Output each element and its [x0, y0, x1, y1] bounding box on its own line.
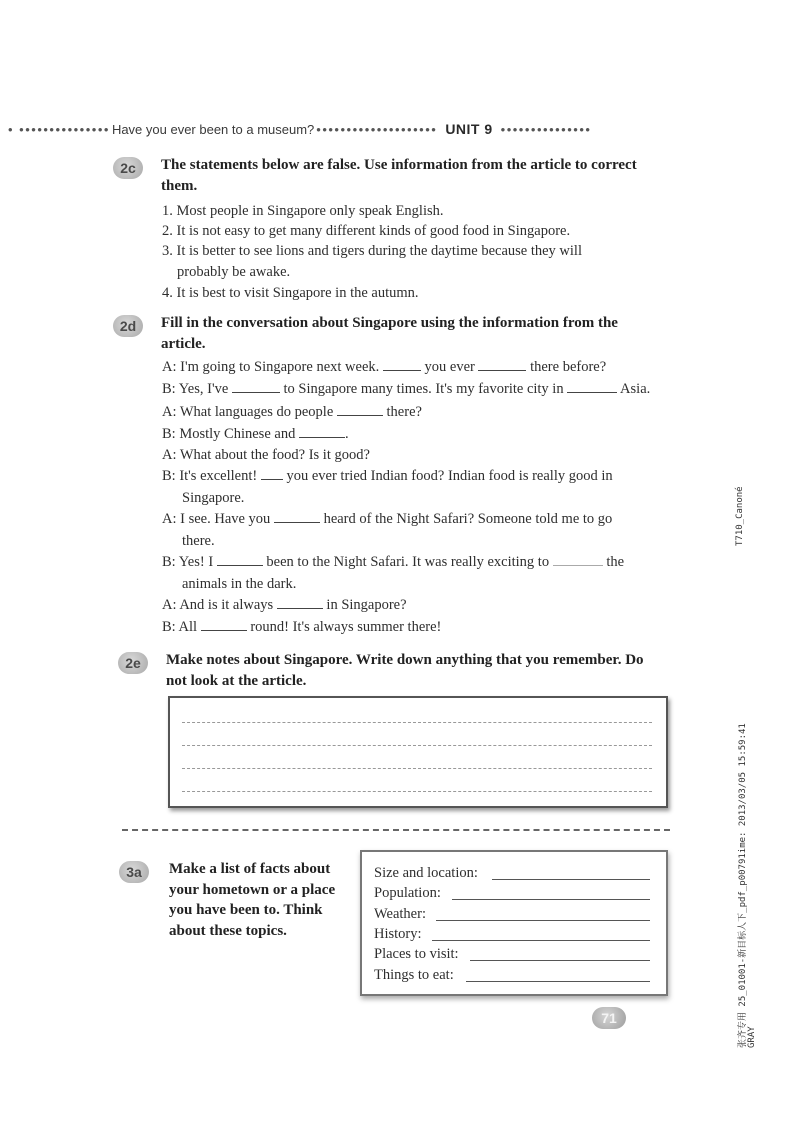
blank-field[interactable] — [217, 552, 263, 566]
scanner-stamp-top: T710_Canoné — [735, 486, 745, 546]
statement-4: 4. It is best to visit Singapore in the autumn. — [162, 285, 419, 301]
statement-2: 2. It is not easy to get many different kinds of good food in Singapore. — [162, 223, 571, 239]
note-line[interactable] — [182, 791, 652, 792]
topic-population-field[interactable] — [452, 886, 650, 900]
instruction-2c: The statements below are false. Use information from the article to correct them. — [161, 157, 637, 194]
topic-size-location-field[interactable] — [492, 866, 650, 880]
badge-2d: 2d — [113, 315, 143, 337]
conversation-line: B: All round! It's always summer there! — [162, 619, 442, 635]
blank-field[interactable] — [299, 424, 345, 438]
notes-box[interactable] — [168, 696, 668, 808]
blank-field[interactable] — [277, 595, 323, 609]
badge-2c: 2c — [113, 157, 143, 179]
topic-places-field[interactable] — [470, 947, 650, 961]
topic-things-to-eat-field[interactable] — [466, 968, 650, 982]
blank-field[interactable] — [553, 552, 603, 566]
blank-field[interactable] — [261, 466, 283, 480]
statement-3-cont: probably be awake. — [177, 264, 291, 280]
conversation-line: Singapore. — [182, 490, 245, 506]
lesson-title: Have you ever been to a museum? — [111, 121, 315, 137]
header-dots-right: ••••••••••••••• — [500, 121, 592, 137]
conversation-line: A: What about the food? Is it good? — [162, 447, 370, 463]
conversation-line: B: It's excellent! you ever tried Indian food? Indian food is really good in — [162, 468, 613, 484]
badge-3a: 3a — [119, 861, 149, 883]
topic-history-field[interactable] — [432, 927, 650, 941]
topic-history: History: — [374, 926, 422, 942]
page-header — [8, 119, 748, 139]
instruction-2e: Make notes about Singapore. Write down anything that you remember. Do not look at the article. — [166, 652, 644, 689]
topic-places: Places to visit: — [374, 946, 459, 962]
page-number: 71 — [592, 1007, 626, 1029]
badge-2e: 2e — [118, 652, 148, 674]
note-line[interactable] — [182, 745, 652, 746]
blank-field[interactable] — [383, 357, 421, 371]
conversation-line: B: Yes, I've to Singapore many times. It's my favorite city in Asia. — [162, 381, 651, 397]
note-line[interactable] — [182, 768, 652, 769]
topic-weather: Weather: — [374, 906, 426, 922]
conversation-line: A: And is it always in Singapore? — [162, 597, 407, 613]
scanner-stamp-bottom: 张齐专用 25_01001-新目标人下_pdf_p00791ime: 2013/03/05 15:59:41 — [738, 723, 748, 1048]
topic-things-to-eat: Things to eat: — [374, 967, 454, 983]
instruction-3a: Make a list of facts about your hometown or a place you have been to. Think about these topics. — [169, 861, 336, 939]
blank-field[interactable] — [567, 379, 617, 393]
conversation-line: animals in the dark. — [182, 576, 297, 592]
topic-population: Population: — [374, 885, 441, 901]
note-line[interactable] — [182, 722, 652, 723]
section-divider — [122, 829, 670, 831]
statement-1: 1. Most people in Singapore only speak English. — [162, 203, 444, 219]
blank-field[interactable] — [201, 617, 247, 631]
conversation-line: A: I'm going to Singapore next week. you ever there before? — [162, 359, 607, 375]
conversation-line: B: Mostly Chinese and . — [162, 426, 349, 442]
scanner-stamp-gray: GRAY — [747, 1026, 757, 1048]
header-dots-left: • ••••••••••••••• — [8, 121, 110, 137]
header-dots-mid: •••••••••••••••••••• — [316, 121, 438, 137]
topic-weather-field[interactable] — [436, 907, 650, 921]
conversation-line: B: Yes! I been to the Night Safari. It was really exciting to the — [162, 554, 625, 570]
blank-field[interactable] — [232, 379, 280, 393]
instruction-2d: Fill in the conversation about Singapore using the information from the article. — [161, 315, 618, 352]
topic-size-location: Size and location: — [374, 865, 478, 881]
facts-box — [360, 850, 668, 996]
conversation-line: there. — [182, 533, 215, 549]
unit-label: UNIT 9 — [445, 121, 493, 137]
blank-field[interactable] — [337, 402, 383, 416]
conversation-line: A: I see. Have you heard of the Night Safari? Someone told me to go — [162, 511, 613, 527]
conversation-line: A: What languages do people there? — [162, 404, 422, 420]
blank-field[interactable] — [478, 357, 526, 371]
statement-3: 3. It is better to see lions and tigers during the daytime because they will — [162, 243, 582, 259]
blank-field[interactable] — [274, 509, 320, 523]
